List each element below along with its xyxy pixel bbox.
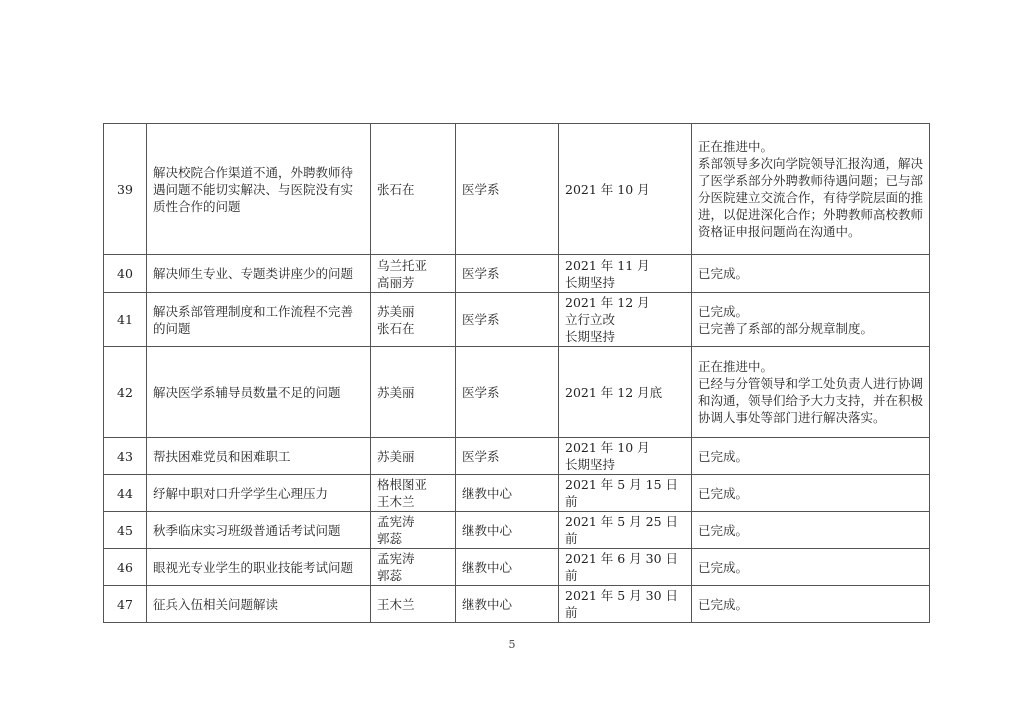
department-cell: 医学系 [456, 438, 559, 475]
deadline-cell: 2021 年 6 月 30 日前 [559, 549, 692, 586]
issue-cell: 眼视光专业学生的职业技能考试问题 [147, 549, 371, 586]
row-number: 41 [104, 293, 147, 347]
issue-cell: 解决校院合作渠道不通，外聘教师待遇问题不能切实解决、与医院没有实质性合作的问题 [147, 124, 371, 255]
responsible-person-cell: 乌兰托亚 高丽芳 [371, 255, 456, 293]
table-row [104, 293, 930, 347]
issue-cell: 秋季临床实习班级普通话考试问题 [147, 512, 371, 549]
responsible-person-cell: 孟宪涛 郭蕊 [371, 549, 456, 586]
responsible-person-cell: 苏美丽 [371, 438, 456, 475]
status-cell: 已完成。 [692, 512, 930, 549]
table-row [104, 512, 930, 549]
table-row [104, 475, 930, 512]
table-row [104, 255, 930, 293]
status-cell: 已完成。 [692, 255, 930, 293]
issue-cell: 解决师生专业、专题类讲座少的问题 [147, 255, 371, 293]
responsible-person-cell: 苏美丽 张石在 [371, 293, 456, 347]
row-number: 39 [104, 124, 147, 255]
table-row [104, 586, 930, 623]
issue-cell: 帮扶困难党员和困难职工 [147, 438, 371, 475]
status-cell: 已完成。 [692, 586, 930, 623]
deadline-cell: 2021 年 5 月 15 日前 [559, 475, 692, 512]
row-number: 44 [104, 475, 147, 512]
issue-cell: 解决医学系辅导员数量不足的问题 [147, 347, 371, 438]
issue-cell: 征兵入伍相关问题解读 [147, 586, 371, 623]
status-cell: 正在推进中。 已经与分管领导和学工处负责人进行协调和沟通，领导们给予大力支持，并在积极协调人事处等部门进行解决落实。 [692, 347, 930, 438]
deadline-cell: 2021 年 10 月 [559, 124, 692, 255]
department-cell: 医学系 [456, 347, 559, 438]
status-cell: 正在推进中。 系部领导多次向学院领导汇报沟通，解决了医学系部分外聘教师待遇问题；已与部分医院建立交流合作，有待学院层面的推进，以促进深化合作；外聘教师高校教师资格证申报问题尚在沟通中。 [692, 124, 930, 255]
row-number: 42 [104, 347, 147, 438]
status-cell: 已完成。 已完善了系部的部分规章制度。 [692, 293, 930, 347]
department-cell: 继教中心 [456, 586, 559, 623]
responsible-person-cell: 张石在 [371, 124, 456, 255]
department-cell: 继教中心 [456, 512, 559, 549]
table-row [104, 124, 930, 255]
deadline-cell: 2021 年 12 月 立行立改 长期坚持 [559, 293, 692, 347]
department-cell: 继教中心 [456, 549, 559, 586]
responsible-person-cell: 孟宪涛 郭蕊 [371, 512, 456, 549]
row-number: 40 [104, 255, 147, 293]
department-cell: 继教中心 [456, 475, 559, 512]
department-cell: 医学系 [456, 293, 559, 347]
status-cell: 已完成。 [692, 549, 930, 586]
status-cell: 已完成。 [692, 475, 930, 512]
page-number: 5 [508, 638, 516, 651]
row-number: 46 [104, 549, 147, 586]
table-row [104, 347, 930, 438]
responsible-person-cell: 格根图亚 王木兰 [371, 475, 456, 512]
deadline-cell: 2021 年 11 月 长期坚持 [559, 255, 692, 293]
issue-cell: 解决系部管理制度和工作流程不完善的问题 [147, 293, 371, 347]
responsible-person-cell: 苏美丽 [371, 347, 456, 438]
status-cell: 已完成。 [692, 438, 930, 475]
deadline-cell: 2021 年 12 月底 [559, 347, 692, 438]
row-number: 45 [104, 512, 147, 549]
table-row [104, 438, 930, 475]
deadline-cell: 2021 年 5 月 25 日前 [559, 512, 692, 549]
issue-cell: 纾解中职对口升学学生心理压力 [147, 475, 371, 512]
task-table [103, 123, 930, 623]
row-number: 43 [104, 438, 147, 475]
table-row [104, 549, 930, 586]
deadline-cell: 2021 年 10 月 长期坚持 [559, 438, 692, 475]
responsible-person-cell: 王木兰 [371, 586, 456, 623]
deadline-cell: 2021 年 5 月 30 日前 [559, 586, 692, 623]
department-cell: 医学系 [456, 124, 559, 255]
row-number: 47 [104, 586, 147, 623]
department-cell: 医学系 [456, 255, 559, 293]
